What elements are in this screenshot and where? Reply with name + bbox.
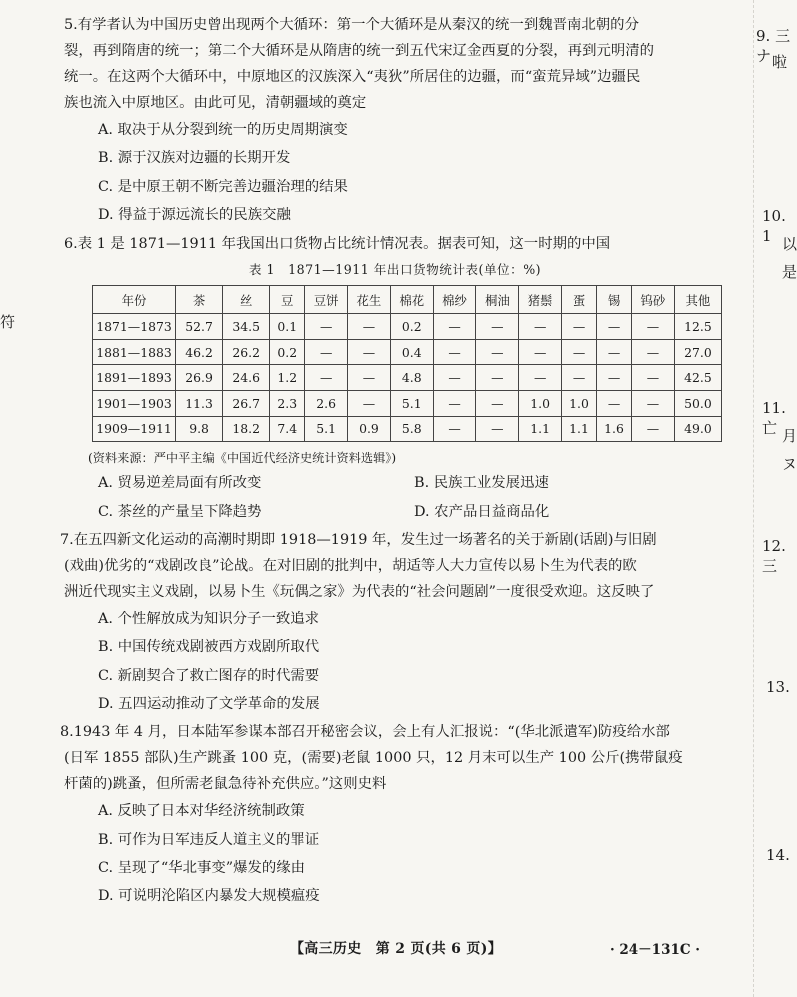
table-cell: — — [476, 416, 519, 442]
table-header-cell: 其他 — [674, 286, 721, 314]
table-cell: 46.2 — [176, 339, 223, 365]
table-cell: — — [519, 339, 562, 365]
right-column-fragment: 13. — [766, 678, 790, 696]
question-6-stem: 6.表 1 是 1871—1911 年我国出口货物占比统计情况表。据表可知，这一时期的中国 — [64, 236, 611, 253]
table-cell: 5.1 — [390, 390, 433, 416]
table-cell: 34.5 — [223, 314, 270, 340]
table-cell: — — [562, 314, 597, 340]
table-caption: 表 1 1871—1911 年出口货物统计表(单位：%) — [248, 262, 542, 278]
table-cell: — — [348, 339, 391, 365]
exam-code: · 24－131C · — [610, 942, 701, 958]
table-cell: 0.2 — [390, 314, 433, 340]
question-7-stem-line: 7.在五四新文化运动的高潮时期即 1918—1919 年，发生过一场著名的关于新剧(话剧)与旧剧 — [60, 532, 657, 549]
right-column-fragment: 是 — [782, 263, 797, 281]
table-cell: 0.4 — [390, 339, 433, 365]
question-8-stem-line: 8.1943 年 4 月，日本陆军参谋本部召开秘密会议，会上有人汇报说：“(华北派遣军)防疫给水部 — [60, 724, 670, 741]
question-5-option-c: C. 是中原王朝不断完善边疆治理的结果 — [98, 178, 348, 195]
table-header-cell: 花生 — [348, 286, 391, 314]
table-cell: 11.3 — [176, 390, 223, 416]
table-cell: 0.9 — [348, 416, 391, 442]
table-row — [93, 390, 722, 416]
export-statistics-table — [92, 285, 722, 442]
question-6-option-d: D. 农产品日益商品化 — [414, 503, 550, 520]
question-8 — [60, 719, 726, 910]
table-row — [93, 416, 722, 442]
right-column-fragment: 啦 — [772, 53, 788, 71]
question-5-stem-line: 5.有学者认为中国历史曾出现两个大循环：第一个大循环是从秦汉的统一到魏晋南北朝的分 — [64, 17, 639, 33]
right-column-fragment: ヌ — [782, 455, 797, 473]
table-cell: — — [348, 314, 391, 340]
table-cell: — — [632, 365, 675, 391]
table-row — [93, 314, 722, 340]
question-7-option-d: D. 五四运动推动了文学革命的发展 — [98, 696, 320, 713]
question-5 — [64, 12, 726, 229]
table-cell: — — [305, 339, 348, 365]
table-cell: — — [632, 390, 675, 416]
table-cell: 52.7 — [176, 314, 223, 340]
table-cell: 24.6 — [223, 365, 270, 391]
table-cell: — — [305, 365, 348, 391]
page-divider — [753, 0, 754, 997]
table-year-cell: 1871—1873 — [93, 314, 176, 340]
table-cell: 42.5 — [674, 365, 721, 391]
table-cell: 0.2 — [270, 339, 305, 365]
table-source-note: (资料来源：严中平主编《中国近代经济史统计资料选辑》) — [88, 451, 397, 466]
table-cell: 1.1 — [562, 416, 597, 442]
question-6-option-b: B. 民族工业发展迅速 — [414, 475, 549, 492]
question-5-stem-line: 族也流入中原地区。由此可见，清朝疆域的奠定 — [64, 95, 367, 111]
table-header-cell: 蛋 — [562, 286, 597, 314]
table-cell: 2.6 — [305, 390, 348, 416]
table-header-cell: 丝 — [223, 286, 270, 314]
table-cell: 27.0 — [674, 339, 721, 365]
question-5-option-a: A. 取决于从分裂到统一的历史周期演变 — [98, 122, 348, 138]
table-cell: 1.1 — [519, 416, 562, 442]
table-cell: 5.1 — [305, 416, 348, 442]
question-7-stem-line: (戏曲)优劣的“戏剧改良”论战。在对旧剧的批判中，胡适等人大力宣传以易卜生为代表的欧 — [64, 558, 637, 575]
table-cell: — — [597, 314, 632, 340]
right-column-fragment: 9. 三ナ — [756, 27, 791, 65]
question-8-option-d: D. 可说明沦陷区内暴发大规模瘟疫 — [98, 888, 320, 905]
table-header-row — [93, 286, 722, 314]
right-column-fragment: 12. 三 — [762, 537, 786, 575]
table-cell: — — [519, 314, 562, 340]
table-cell: — — [433, 365, 476, 391]
table-cell: 26.7 — [223, 390, 270, 416]
question-6-option-a: A. 贸易逆差局面有所改变 — [98, 475, 262, 492]
table-cell: — — [632, 339, 675, 365]
question-7 — [60, 527, 726, 718]
question-column — [60, 12, 726, 911]
question-6-option-c: C. 茶丝的产量呈下降趋势 — [98, 503, 262, 520]
table-header-cell: 棉纱 — [433, 286, 476, 314]
table-header-cell: 豆 — [270, 286, 305, 314]
question-5-option-b: B. 源于汉族对边疆的长期开发 — [98, 150, 291, 167]
table-header-cell: 猪鬃 — [519, 286, 562, 314]
table-cell: 7.4 — [270, 416, 305, 442]
table-cell: 5.8 — [390, 416, 433, 442]
question-5-option-d: D. 得益于源远流长的民族交融 — [98, 206, 291, 223]
question-7-option-b: B. 中国传统戏剧被西方戏剧所取代 — [98, 639, 320, 656]
question-6-options-row — [64, 469, 726, 498]
table-cell: — — [476, 390, 519, 416]
table-cell: — — [348, 365, 391, 391]
table-cell: — — [632, 416, 675, 442]
table-cell: — — [597, 339, 632, 365]
table-cell: 4.8 — [390, 365, 433, 391]
table-cell: — — [348, 390, 391, 416]
table-cell: — — [476, 314, 519, 340]
right-column-fragment: 以 — [782, 235, 797, 253]
table-year-cell: 1881—1883 — [93, 339, 176, 365]
question-8-option-b: B. 可作为日军违反人道主义的罪证 — [98, 831, 320, 848]
question-8-stem-line: 杆菌的)跳蚤，但所需老鼠急待补充供应。”这则史料 — [64, 776, 387, 793]
table-cell: — — [562, 365, 597, 391]
table-row — [93, 339, 722, 365]
table-cell: — — [519, 365, 562, 391]
table-cell: — — [632, 314, 675, 340]
table-year-cell: 1909—1911 — [93, 416, 176, 442]
table-cell: — — [562, 339, 597, 365]
question-5-stem-line: 统一。在这两个大循环中，中原地区的汉族深入“夷狄”所居住的边疆，而“蛮荒异域”边疆民 — [64, 69, 641, 85]
table-cell: 1.0 — [519, 390, 562, 416]
table-cell: — — [305, 314, 348, 340]
right-column-fragment: 10. 1 — [762, 207, 786, 245]
table-cell: 50.0 — [674, 390, 721, 416]
right-column-fragment: 月 — [782, 427, 797, 445]
table-cell: 26.9 — [176, 365, 223, 391]
page-number-label: 【高三历史 第 2 页(共 6 页)】 — [290, 941, 502, 957]
table-cell: — — [433, 339, 476, 365]
table-cell: — — [433, 390, 476, 416]
table-cell: — — [433, 416, 476, 442]
table-cell: 18.2 — [223, 416, 270, 442]
table-cell: 1.0 — [562, 390, 597, 416]
table-cell: — — [433, 314, 476, 340]
table-header-cell: 豆饼 — [305, 286, 348, 314]
table-cell: 9.8 — [176, 416, 223, 442]
question-8-option-c: C. 呈现了“华北事变”爆发的缘由 — [98, 859, 306, 876]
table-header-cell: 棉花 — [390, 286, 433, 314]
table-header-cell: 钨砂 — [632, 286, 675, 314]
table-header-cell: 年份 — [93, 286, 176, 314]
table-cell: 12.5 — [674, 314, 721, 340]
table-cell: 0.1 — [270, 314, 305, 340]
question-6 — [64, 231, 726, 526]
table-cell: 26.2 — [223, 339, 270, 365]
table-header-cell: 锡 — [597, 286, 632, 314]
page-footer — [0, 938, 794, 962]
right-column-fragment: 11. 亡 — [762, 399, 786, 437]
question-8-option-a: A. 反映了日本对华经济统制政策 — [98, 803, 305, 820]
table-year-cell: 1891—1893 — [93, 365, 176, 391]
question-6-options-row — [64, 498, 726, 527]
table-cell: — — [597, 390, 632, 416]
table-header-cell: 桐油 — [476, 286, 519, 314]
table-year-cell: 1901—1903 — [93, 390, 176, 416]
table-body — [93, 314, 722, 442]
question-7-option-c: C. 新剧契合了救亡图存的时代需要 — [98, 667, 320, 684]
table-row — [93, 365, 722, 391]
question-5-stem-line: 裂，再到隋唐的统一；第二个大循环是从隋唐的统一到五代宋辽金西夏的分裂，再到元明清的 — [64, 43, 655, 59]
left-margin-fragment: 符 — [0, 313, 16, 331]
table-header-cell: 茶 — [176, 286, 223, 314]
table-cell: 1.6 — [597, 416, 632, 442]
table-cell: — — [597, 365, 632, 391]
right-column-fragment: 14. — [766, 846, 790, 864]
question-7-option-a: A. 个性解放成为知识分子一致追求 — [98, 611, 320, 628]
table-cell: — — [476, 365, 519, 391]
question-7-stem-line: 洲近代现实主义戏剧，以易卜生《玩偶之家》为代表的“社会问题剧”一度很受欢迎。这反映了 — [64, 584, 655, 601]
question-8-stem-line: (日军 1855 部队)生产跳蚤 100 克，(需要)老鼠 1000 只，12 月末可以生产 100 公斤(携带鼠疫 — [64, 750, 683, 767]
table-cell: 1.2 — [270, 365, 305, 391]
table-cell: — — [476, 339, 519, 365]
table-cell: 49.0 — [674, 416, 721, 442]
table-cell: 2.3 — [270, 390, 305, 416]
